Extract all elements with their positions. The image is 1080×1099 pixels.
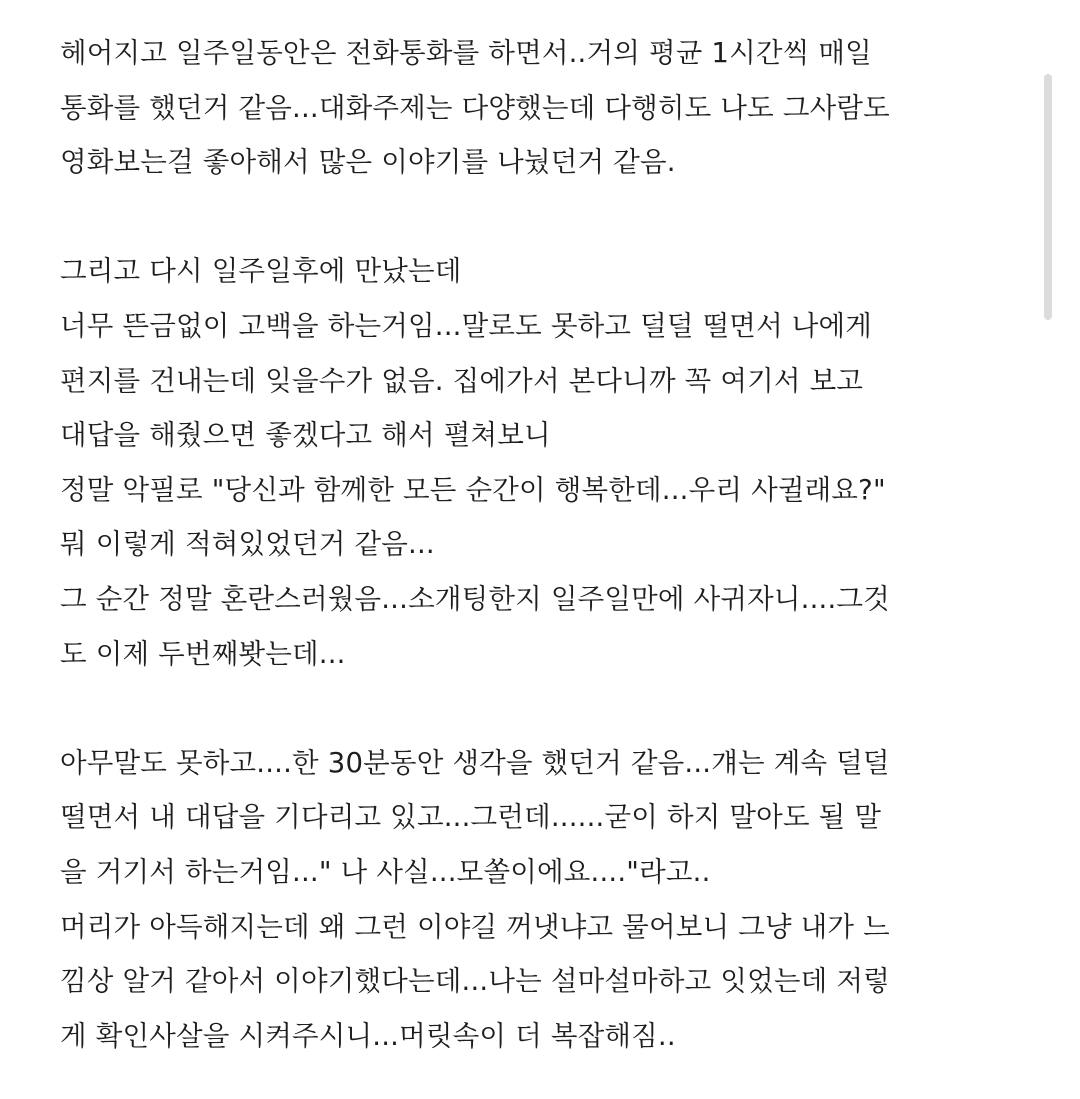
text-line: 떨면서 내 대답을 기다리고 있고...그런데......굳이 하지 말아도 될 말	[60, 801, 882, 834]
text-line: 편지를 건내는데 잊을수가 없음. 집에가서 본다니까 꼭 여기서 보고	[60, 364, 864, 397]
paragraph-spacer	[60, 681, 1050, 736]
scrollbar-thumb[interactable]	[1044, 74, 1052, 320]
text-line: 도 이제 두번째봣는데...	[60, 637, 346, 670]
paragraph-1	[60, 26, 1050, 190]
text-line: 낌상 알거 같아서 이야기했다는데...나는 설마설마하고 잇었는데 저렇	[60, 965, 890, 998]
text-line: 정말 악필로 "당신과 함께한 모든 순간이 행복한데...우리 사귈래요?"	[60, 473, 886, 506]
text-line: 머리가 아득해지는데 왜 그런 이야길 꺼냇냐고 물어보니 그냥 내가 느	[60, 910, 890, 943]
text-line: 게 확인사살을 시켜주시니...머릿속이 더 복잡해짐..	[60, 1019, 676, 1052]
text-line: 헤어지고 일주일동안은 전화통화를 하면서..거의 평균 1시간씩 매일	[60, 37, 872, 69]
paragraph-2	[60, 244, 1050, 681]
text-line: 뭐 이렇게 적혀있었던거 같음...	[60, 528, 435, 561]
text-line: 너무 뜬금없이 고백을 하는거임...말로도 못하고 덜덜 떨면서 나에게	[60, 309, 873, 342]
paragraph-spacer	[60, 190, 1050, 245]
text-line: 통화를 했던거 같음...대화주제는 다양했는데 다행히도 나도 그사람도	[60, 91, 890, 124]
text-line: 영화보는걸 좋아해서 많은 이야기를 나눴던거 같음.	[60, 146, 676, 179]
text-line: 대답을 해줬으면 좋겠다고 해서 펼쳐보니	[60, 419, 551, 452]
text-line: 그 순간 정말 혼란스러웠음...소개팅한지 일주일만에 사귀자니....그것	[60, 582, 890, 615]
text-line: 아무말도 못하고....한 30분동안 생각을 했던거 같음...걔는 계속 덜덜	[60, 746, 890, 779]
post-body	[60, 26, 1050, 1063]
text-line: 그리고 다시 일주일후에 만났는데	[60, 255, 462, 288]
text-line: 을 거기서 하는거임..." 나 사실...모쏠이에요...."라고..	[60, 855, 711, 888]
paragraph-3	[60, 736, 1050, 1064]
